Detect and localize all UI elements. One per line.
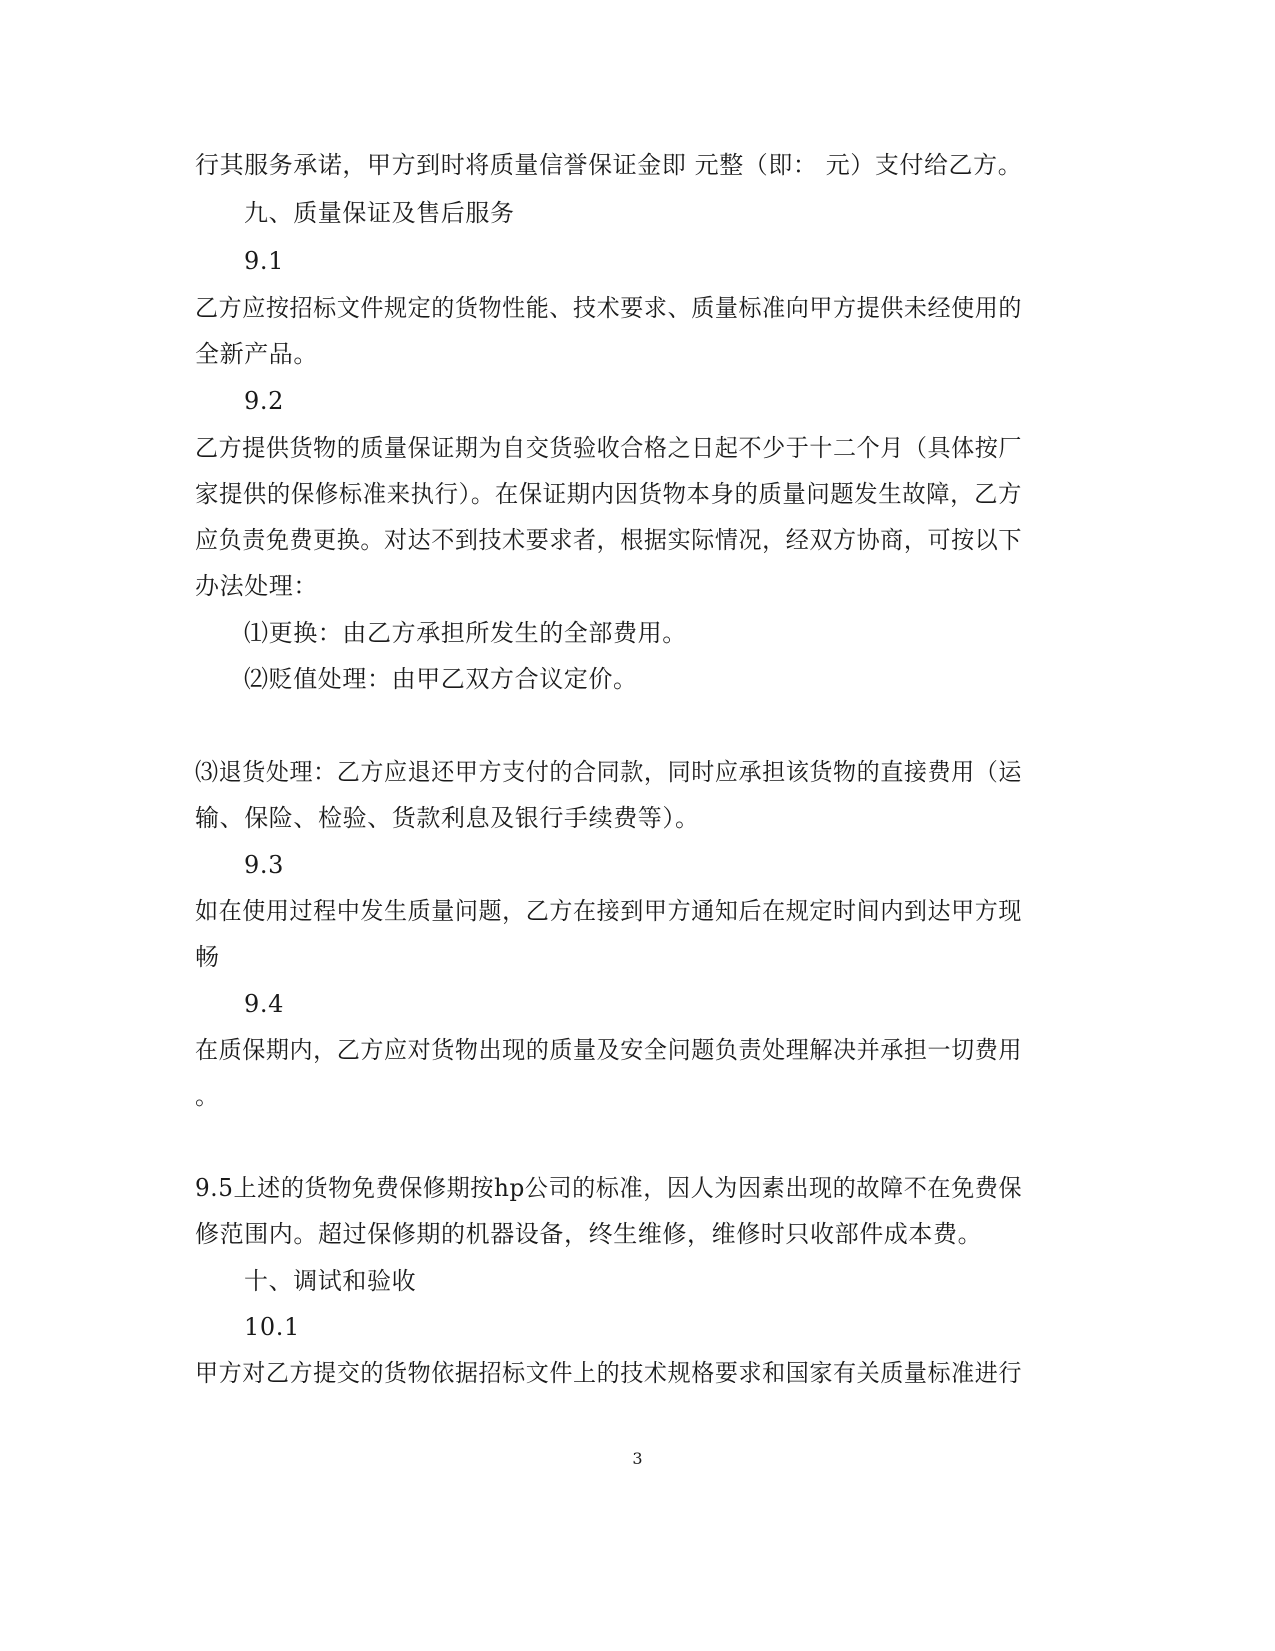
list-item: ⑵贬值处理：由甲乙双方合议定价。 <box>244 665 638 693</box>
list-item: ⑴更换：由乙方承担所发生的全部费用。 <box>244 619 687 647</box>
section-heading: 十、调试和验收 <box>244 1267 417 1295</box>
paragraph-line: 应负责免费更换。对达不到技术要求者，根据实际情况，经双方协商，可按以下 <box>195 526 1022 554</box>
clause-number: 9.1 <box>244 247 284 275</box>
clause-number: 9.3 <box>244 851 284 879</box>
list-item: ⑶退货处理：乙方应退还甲方支付的合同款，同时应承担该货物的直接费用（运 <box>195 758 1022 786</box>
paragraph-line: 如在使用过程中发生质量问题，乙方在接到甲方通知后在规定时间内到达甲方现 <box>195 897 1022 925</box>
paragraph-line: 办法处理： <box>195 572 318 600</box>
paragraph-line: 全新产品。 <box>195 340 318 368</box>
clause-number: 9.2 <box>244 387 284 415</box>
paragraph-line: 输、保险、检验、货款利息及银行手续费等）。 <box>195 804 700 832</box>
clause-number: 9.4 <box>244 990 284 1018</box>
paragraph-line: 乙方提供货物的质量保证期为自交货验收合格之日起不少于十二个月（具体按厂 <box>195 434 1022 462</box>
page-number: 3 <box>632 1449 643 1468</box>
paragraph-line: 在质保期内，乙方应对货物出现的质量及安全问题负责处理解决并承担一切费用 <box>195 1036 1022 1064</box>
paragraph-line: 9.5上述的货物免费保修期按hp公司的标准，因人为因素出现的故障不在免费保 <box>195 1174 1023 1202</box>
paragraph-line: 乙方应按招标文件规定的货物性能、技术要求、质量标准向甲方提供未经使用的 <box>195 294 1022 322</box>
paragraph-line: 甲方对乙方提交的货物依据招标文件上的技术规格要求和国家有关质量标准进行 <box>195 1359 1022 1387</box>
paragraph-line: 。 <box>195 1082 220 1110</box>
paragraph-line: 行其服务承诺，甲方到时将质量信誉保证金即 元整（即： 元）支付给乙方。 <box>195 151 1023 179</box>
paragraph-line: 畅 <box>195 943 220 971</box>
section-heading: 九、质量保证及售后服务 <box>244 199 515 227</box>
clause-number: 10.1 <box>244 1313 300 1341</box>
paragraph-line: 家提供的保修标准来执行）。在保证期内因货物本身的质量问题发生故障，乙方 <box>195 480 1023 508</box>
paragraph-line: 修范围内。超过保修期的机器设备，终生维修，维修时只收部件成本费。 <box>195 1220 983 1248</box>
